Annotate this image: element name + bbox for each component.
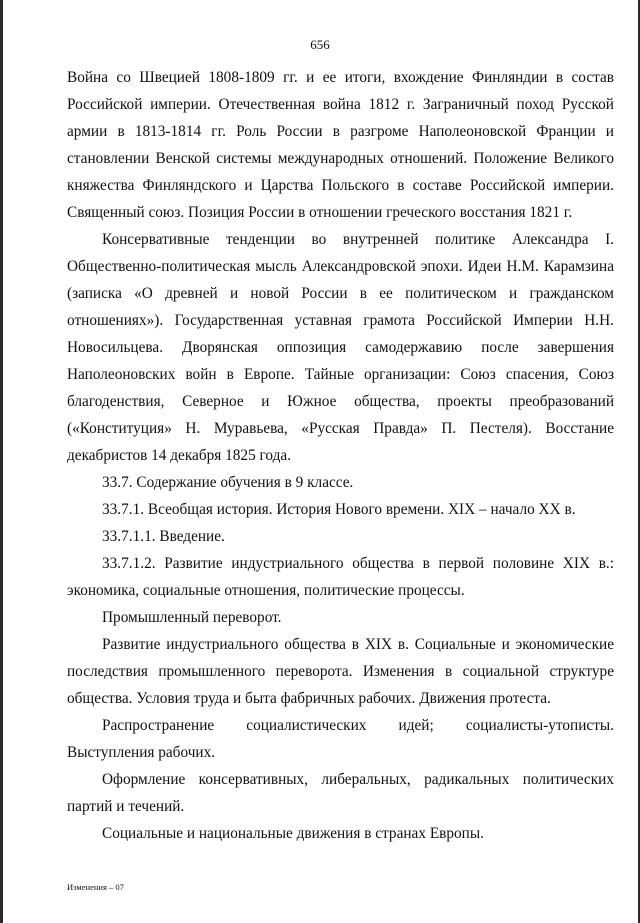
paragraph-industrial-development: Развитие индустриального общества в XIX в. Социальные и экономические последствия промышленного переворота. Изменения в социальной структуре общества. Условия труда и быта фабричных рабочих. Движения протеста. xyxy=(67,636,614,707)
section-heading-grade-9: 33.7. Содержание обучения в 9 классе. xyxy=(102,474,354,491)
paragraph-political-parties: Оформление консервативных, либеральных, радикальных политических партий и течений. xyxy=(67,771,614,815)
paragraph-socialist-ideas: Распространение социалистических идей; социалисты-утописты. Выступления рабочих. xyxy=(67,717,614,761)
document-body xyxy=(67,64,614,847)
section-heading-industrial-society: 33.7.1.2. Развитие индустриального общества в первой половине XIX в.: экономика, социальные отношения, политические процессы. xyxy=(67,555,614,599)
paragraph-conservative-tendencies: Консервативные тенденции во внутренней политике Александра I. Общественно-политическая мысль Александровской эпохи. Идеи Н.М. Карамзина (записка «О древней и новой России в ее политическом и гражданском отношениях»). Государственная уставная грамота Российской Империи Н.Н. Новосильцева. Дворянская оппозиция самодержавию после завершения Наполеоновских войн в Европе. Тайные организации: Союз спасения, Союз благоденствия, Северное и Южное общества, проекты преобразований («Конституция» Н. Муравьева, «Русская Правда» П. Пестеля). Восстание декабристов 14 декабря 1825 года. xyxy=(67,231,614,464)
section-heading-introduction: 33.7.1.1. Введение. xyxy=(102,528,225,545)
footer-revision-note: Изменения – 07 xyxy=(67,882,124,892)
paragraph-industrial-revolution: Промышленный переворот. xyxy=(102,609,282,626)
scan-border-left xyxy=(0,0,3,923)
paragraph-social-movements: Социальные и национальные движения в странах Европы. xyxy=(102,825,484,842)
section-heading-world-history: 33.7.1. Всеобщая история. История Нового времени. XIX – начало XX в. xyxy=(102,501,576,518)
page-number: 656 xyxy=(310,37,330,52)
paragraph-war-with-sweden: Война со Швецией 1808-1809 гг. и ее итоги, вхождение Финляндии в состав Российской империи. Отечественная война 1812 г. Заграничный поход Русской армии в 1813-1814 гг. Роль России в разгроме Наполеоновской Франции и становлении Венской системы международных отношений. Положение Великого княжества Финляндского и Царства Польского в составе Российской империи. Священный союз. Позиция России в отношении греческого восстания 1821 г. xyxy=(67,69,614,221)
